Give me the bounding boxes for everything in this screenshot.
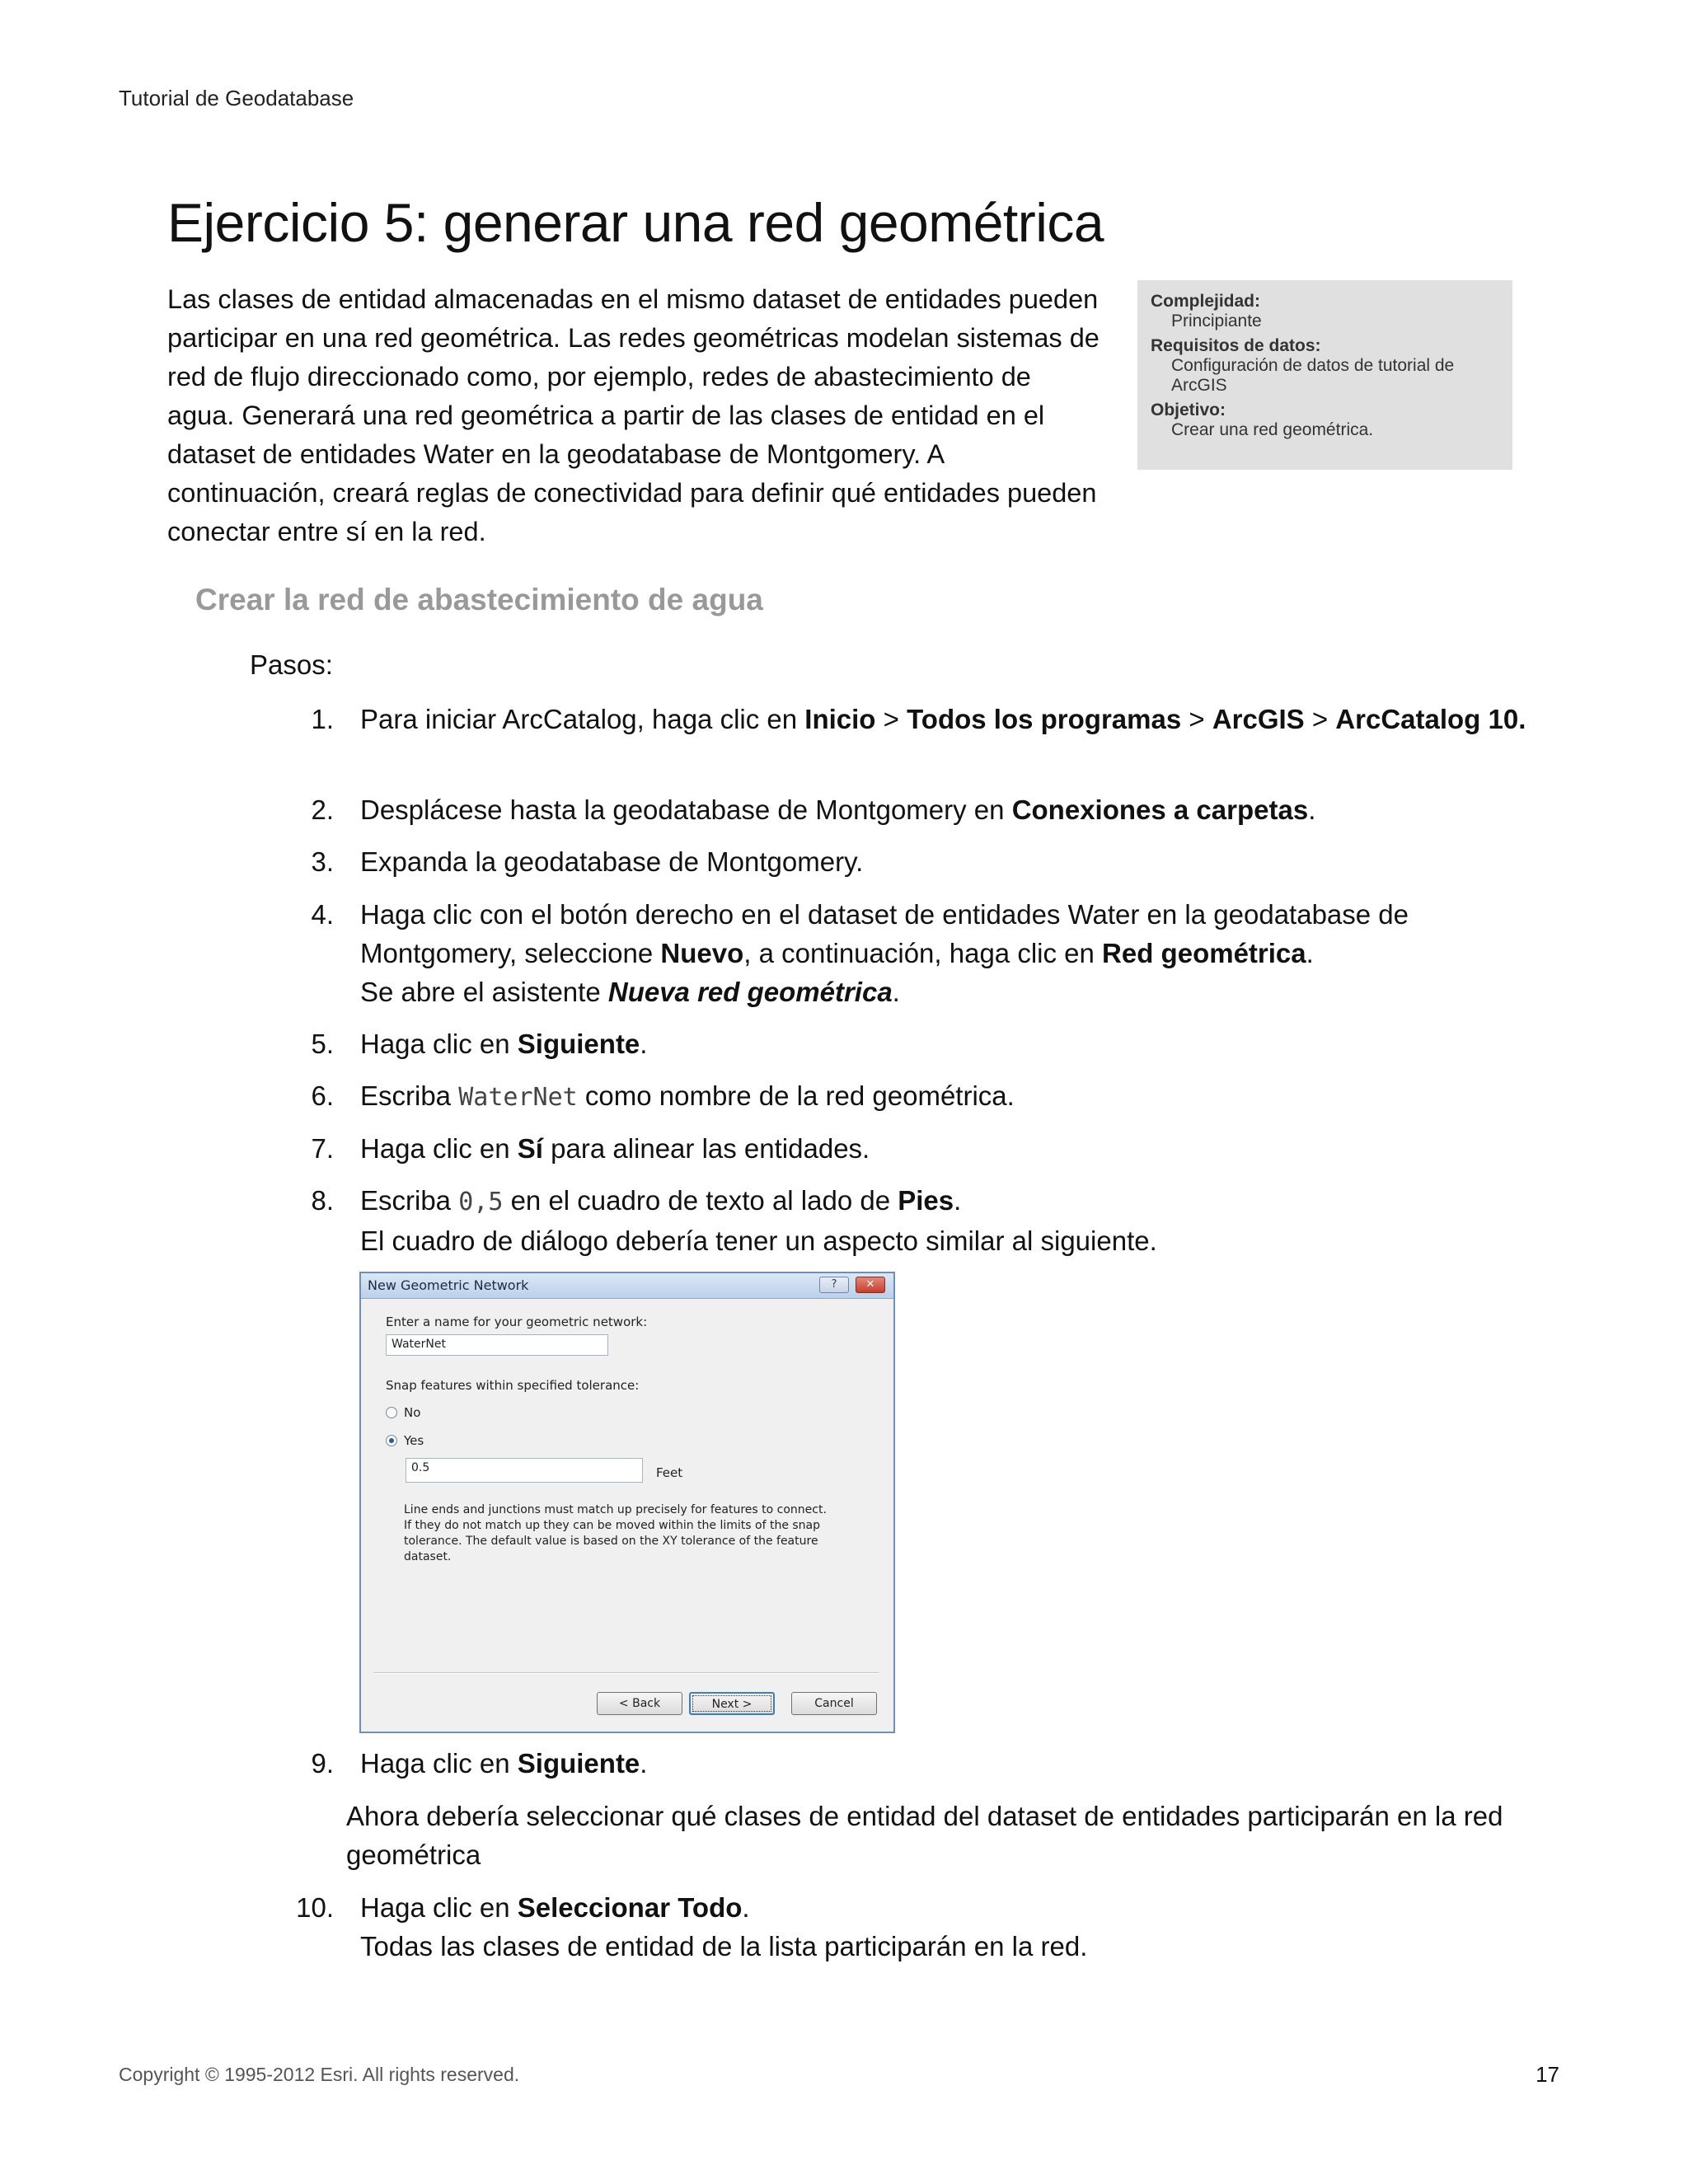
step-number: 10. bbox=[296, 1892, 334, 1923]
step-text: Haga clic en Siguiente. bbox=[360, 1748, 648, 1779]
step-text: Escriba WaterNet como nombre de la red geométrica. bbox=[360, 1080, 1015, 1112]
new-geometric-network-dialog bbox=[359, 1272, 895, 1733]
footer-copyright: Copyright © 1995-2012 Esri. All rights reserved. bbox=[119, 2064, 520, 2085]
code-tolerance: 0,5 bbox=[458, 1188, 504, 1216]
running-header: Tutorial de Geodatabase bbox=[119, 86, 354, 110]
step-number: 2. bbox=[311, 794, 334, 825]
step-number: 8. bbox=[311, 1185, 334, 1216]
section-heading: Crear la red de abastecimiento de agua bbox=[195, 583, 763, 616]
snap-label: Snap features within specified tolerance: bbox=[386, 1378, 640, 1393]
steps-label: Pasos: bbox=[250, 649, 333, 680]
step-number: 5. bbox=[311, 1029, 334, 1059]
code-waternet: WaterNet bbox=[458, 1083, 578, 1112]
step-number: 1. bbox=[311, 704, 334, 734]
step-number: 3. bbox=[311, 846, 334, 877]
close-icon[interactable]: ✕ bbox=[856, 1277, 885, 1293]
network-name-input[interactable]: WaterNet bbox=[386, 1334, 608, 1356]
radio-yes[interactable] bbox=[386, 1435, 397, 1446]
radio-no-label: No bbox=[404, 1405, 421, 1420]
network-name-label: Enter a name for your geometric network: bbox=[386, 1315, 648, 1329]
radio-no[interactable] bbox=[386, 1407, 397, 1418]
complexity-label: Complejidad: bbox=[1151, 292, 1261, 311]
dialog-title: New Geometric Network bbox=[368, 1277, 529, 1293]
dialog-titlebar bbox=[361, 1273, 893, 1299]
step-number: 9. bbox=[311, 1748, 334, 1779]
step-text: Haga clic en Seleccionar Todo. Todas las clases de entidad de la lista participarán en la red. bbox=[360, 1892, 1088, 1961]
data-requirements-label: Requisitos de datos: bbox=[1151, 336, 1321, 355]
help-button[interactable]: ? bbox=[819, 1277, 849, 1293]
step-text: Haga clic en Siguiente. bbox=[360, 1029, 648, 1059]
goal-label: Objetivo: bbox=[1151, 401, 1226, 419]
step-number: 7. bbox=[311, 1133, 334, 1164]
page-number: 17 bbox=[1536, 2062, 1559, 2087]
page-title: Ejercicio 5: generar una red geométrica bbox=[167, 192, 1104, 253]
step-text: Expanda la geodatabase de Montgomery. bbox=[360, 846, 864, 877]
data-requirements-value: Configuración de datos de tutorial de ArcGIS bbox=[1171, 356, 1455, 395]
back-button[interactable]: < Back bbox=[597, 1692, 682, 1715]
complexity-value: Principiante bbox=[1171, 312, 1262, 330]
cancel-button[interactable]: Cancel bbox=[791, 1692, 877, 1715]
goal-value: Crear una red geométrica. bbox=[1171, 420, 1374, 439]
units-label: Feet bbox=[656, 1465, 683, 1480]
step-text: Escriba 0,5 en el cuadro de texto al lado de Pies. El cuadro de diálogo debería tener un aspecto similar al siguiente. bbox=[360, 1185, 1157, 1256]
step-text: Para iniciar ArcCatalog, haga clic en Inicio > Todos los programas > ArcGIS > ArcCatalog 10. bbox=[360, 704, 1526, 734]
intro-paragraph: Las clases de entidad almacenadas en el mismo dataset de entidades pueden participar en una red geométrica. Las redes geométricas modelan sistemas de red de flujo direccionado como, por ejemplo, redes de abastecimiento de agua. Generará una red geométrica a partir de las clases de entidad en el dataset de entidades Water en la geodatabase de Montgomery. A continuación, creará reglas de conectividad para definir qué entidades pueden conectar entre sí en la red. bbox=[167, 284, 1100, 546]
exercise-info-box bbox=[1137, 280, 1512, 470]
step-text: Haga clic con el botón derecho en el dataset de entidades Water en la geodatabase de Montgomery, seleccione Nuevo, a continuación, haga clic en Red geométrica. Se abre el asistente Nueva red geométrica. bbox=[360, 899, 1409, 1007]
step-9-explanation: Ahora debería seleccionar qué clases de entidad del dataset de entidades participarán en la red geométrica bbox=[346, 1801, 1503, 1870]
dialog-separator bbox=[374, 1672, 879, 1674]
step-number: 4. bbox=[311, 899, 334, 930]
step-text: Haga clic en Sí para alinear las entidades. bbox=[360, 1133, 870, 1164]
step-number: 6. bbox=[311, 1080, 334, 1111]
radio-yes-label: Yes bbox=[404, 1433, 424, 1448]
tolerance-input[interactable]: 0.5 bbox=[406, 1458, 643, 1483]
step-text: Desplácese hasta la geodatabase de Montgomery en Conexiones a carpetas. bbox=[360, 794, 1316, 825]
tolerance-help-text: Line ends and junctions must match up precisely for features to connect. If they do not match up they can be moved within the limits of the snap tolerance. The default value is based on the XY tolerance of the feature dataset. bbox=[404, 1503, 827, 1563]
next-button[interactable]: Next > bbox=[689, 1692, 775, 1715]
